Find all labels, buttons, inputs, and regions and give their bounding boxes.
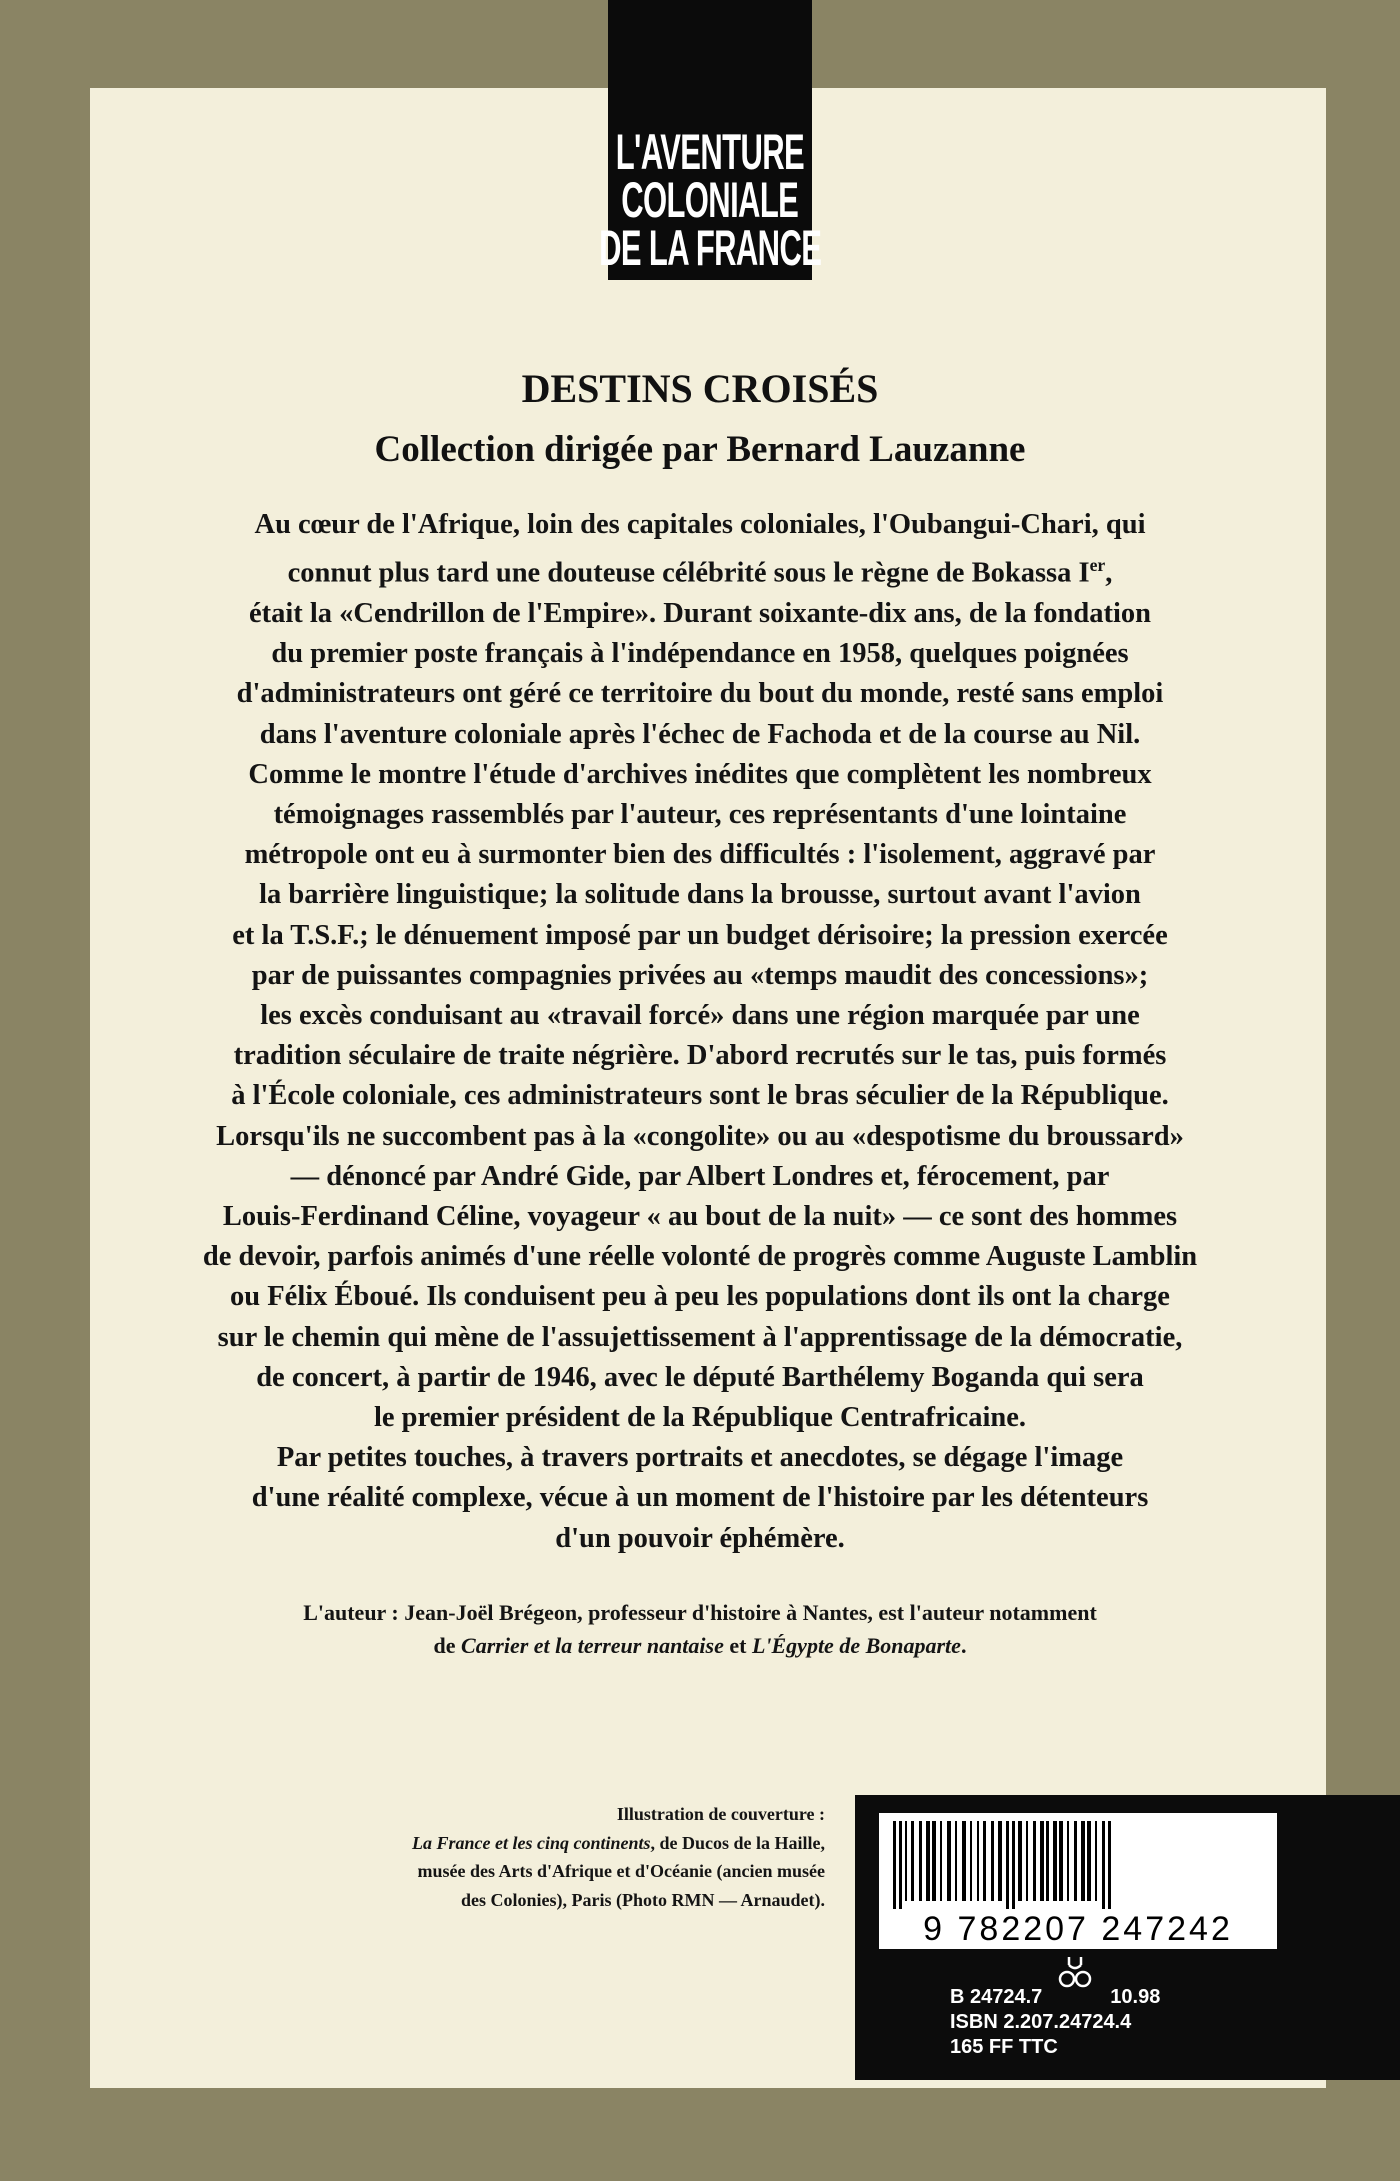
summary-line: de concert, à partir de 1946, avec le député Barthélemy Boganda qui sera: [256, 1361, 1144, 1393]
summary-line: connut plus tard une douteuse célébrité sous le règne de Bokassa Ier,: [287, 555, 1113, 589]
summary-line: le premier président de la République Centrafricaine.: [373, 1401, 1026, 1433]
summary-line: d'une réalité complexe, vécue à un moment de l'histoire par les détenteurs: [251, 1482, 1149, 1514]
summary-line: était la «Cendrillon de l'Empire». Durant soixante-dix ans, de la fondation: [248, 597, 1152, 629]
price: 165 FF TTC: [950, 2036, 1058, 2058]
author-work-1: Carrier et la terreur nantaise: [461, 1633, 724, 1658]
barcode-bar: [1040, 1821, 1044, 1901]
summary-line: métropole ont eu à surmonter bien des difficultés : l'isolement, aggravé par: [244, 839, 1156, 871]
barcode-bar: [1074, 1821, 1077, 1901]
author-prefix: de: [433, 1633, 462, 1658]
summary-line: témoignages rassemblés par l'auteur, ces représentants d'une lointaine: [273, 798, 1127, 830]
barcode-bar: [991, 1821, 994, 1901]
barcode-bar: [1108, 1821, 1111, 1909]
credit-heading: Illustration de couverture :: [616, 1804, 825, 1824]
cover-illustration-credit: [412, 1800, 825, 1914]
barcode-digits: 9 782207 247242: [923, 1910, 1233, 1948]
summary-line: Louis-Ferdinand Céline, voyageur « au bout de la nuit» — ce sont des hommes: [222, 1200, 1178, 1232]
barcode-bar: [1102, 1821, 1105, 1909]
credit-work-title: La France et les cinq continents: [412, 1832, 651, 1853]
summary-line: les excès conduisant au «travail forcé» dans une région marquée par une: [260, 999, 1140, 1031]
author-line-2: [150, 1629, 1250, 1662]
internal-code: B 24724.7: [950, 1986, 1043, 2008]
barcode-bar: [983, 1821, 986, 1901]
author-work-2: L'Égypte de Bonaparte: [751, 1633, 961, 1658]
barcode-bar: [1095, 1821, 1097, 1901]
barcode-bar: [1012, 1821, 1015, 1909]
credit-line-2-rest: , de Ducos de la Haille,: [650, 1832, 825, 1853]
barcode-bar: [1046, 1821, 1049, 1901]
barcode: [879, 1813, 1277, 1949]
summary-line: à l'École coloniale, ces administrateurs sont le bras séculier de la République.: [231, 1080, 1169, 1112]
barcode-bar: [1087, 1821, 1091, 1901]
summary-line: Lorsqu'ils ne succombent pas à la «congolite» ou au «despotisme du broussard»: [216, 1120, 1184, 1152]
book-codes: [950, 1985, 1160, 2060]
barcode-bar: [1033, 1821, 1036, 1901]
date-code: 10.98: [1110, 1986, 1161, 2008]
barcode-area: [855, 1795, 1400, 2080]
summary-line: par de puissantes compagnies privées au «temps maudit des concessions»;: [251, 959, 1149, 991]
barcode-bar: [955, 1821, 957, 1901]
series-line-3: DE LA FRANCE: [598, 220, 822, 276]
summary-line: d'un pouvoir éphémère.: [555, 1522, 845, 1554]
code-line: [950, 1985, 1160, 2010]
series-logo: [598, 0, 822, 280]
author-bio: [150, 1596, 1250, 1662]
summary-line: ou Félix Éboué. Ils conduisent peu à peu les populations dont ils ont la charge: [230, 1281, 1170, 1313]
barcode-bar: [905, 1821, 907, 1901]
barcode-bar: [919, 1821, 922, 1901]
summary-line: Au cœur de l'Afrique, loin des capitales coloniales, l'Oubangui-Chari, qui: [254, 509, 1146, 540]
summary-line: dans l'aventure coloniale après l'échec de Fachoda et de la course au Nil.: [259, 718, 1141, 750]
barcode-bar: [899, 1821, 902, 1909]
summary-line: et la T.S.F.; le dénuement imposé par un budget dérisoire; la pression exercée: [232, 919, 1168, 951]
summary-line: sur le chemin qui mène de l'assujettissement à l'apprentissage de la démocratie,: [217, 1321, 1183, 1353]
collection-subtitle: Collection dirigée par Bernard Lauzanne: [374, 429, 1026, 470]
author-line-1: L'auteur : Jean-Joël Brégeon, professeur d'histoire à Nantes, est l'auteur notamment: [303, 1600, 1097, 1625]
barcode-bar: [893, 1821, 896, 1909]
author-joiner: et: [723, 1633, 752, 1658]
barcode-bar: [1053, 1821, 1057, 1901]
barcode-bar: [1026, 1821, 1028, 1901]
barcode-bar: [998, 1821, 1002, 1901]
barcode-bar: [1081, 1821, 1085, 1901]
barcode-bar: [970, 1821, 972, 1901]
summary-line: tradition séculaire de traite négrière. D'abord recrutés sur le tas, puis formés: [233, 1040, 1167, 1072]
summary-line: Comme le montre l'étude d'archives inédites que complètent les nombreux: [248, 758, 1152, 790]
barcode-bar: [947, 1821, 951, 1901]
superscript: er: [1089, 555, 1106, 576]
credit-line-3: musée des Arts d'Afrique et d'Océanie (ancien musée: [417, 1861, 825, 1881]
summary-line: de devoir, parfois animés d'une réelle volonté de progrès comme Auguste Lamblin: [202, 1241, 1198, 1273]
summary-line: — dénoncé par André Gide, par Albert Londres et, férocement, par: [290, 1160, 1110, 1192]
series-line-1: L'AVENTURE: [615, 124, 805, 180]
barcode-bar: [926, 1821, 930, 1901]
summary-line: la barrière linguistique; la solitude dans la brousse, surtout avant l'avion: [259, 879, 1141, 911]
summary-line: d'administrateurs ont géré ce territoire du bout du monde, resté sans emploi: [236, 678, 1164, 710]
summary-line: du premier poste français à l'indépendance en 1958, quelques poignées: [271, 638, 1129, 670]
barcode-bar: [977, 1821, 979, 1901]
series-line-2: COLONIALE: [621, 172, 799, 228]
barcode-bar: [940, 1821, 942, 1901]
barcode-bar: [962, 1821, 966, 1901]
barcode-bar: [1006, 1821, 1009, 1909]
summary-line: Par petites touches, à travers portraits et anecdotes, se dégage l'image: [276, 1442, 1124, 1474]
collection-title: DESTINS CROISÉS: [521, 366, 879, 411]
credit-line-2: [412, 1829, 825, 1858]
summary-text: [150, 505, 1250, 1559]
author-suffix: .: [960, 1633, 967, 1658]
barcode-bar: [1018, 1821, 1022, 1901]
credit-line-4: des Colonies), Paris (Photo RMN — Arnaudet).: [461, 1889, 825, 1910]
barcode-bar: [911, 1821, 914, 1901]
barcode-bar: [932, 1821, 936, 1901]
barcode-bars: [893, 1821, 1263, 1909]
barcode-bar: [1059, 1821, 1063, 1901]
isbn: ISBN 2.207.24724.4: [950, 2011, 1132, 2033]
barcode-bar: [1067, 1821, 1069, 1901]
